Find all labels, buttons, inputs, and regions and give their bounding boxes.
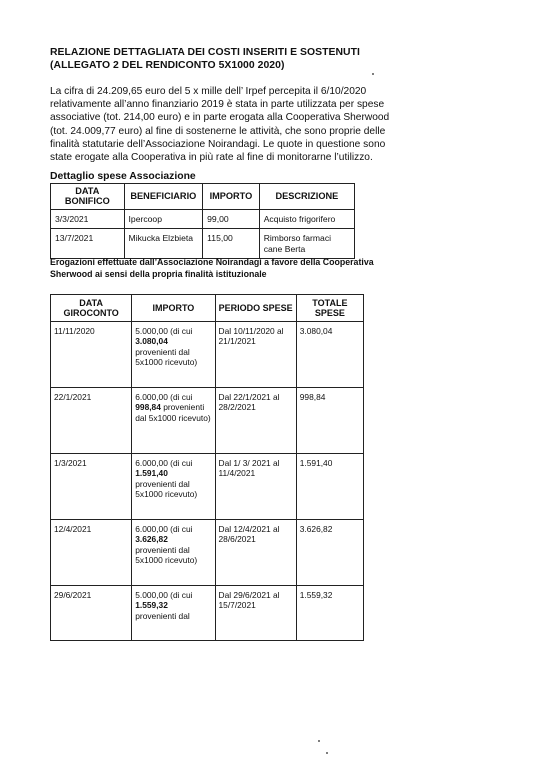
amount-note: provenienti dal 5x1000 ricevuto) [135,478,198,500]
title-line: (ALLEGATO 2 DEL RENDICONTO 5X1000 2020) [50,60,285,71]
column-header: IMPORTO [132,295,215,322]
table-row [51,586,364,641]
cooperative-disbursements-table [50,294,364,641]
column-header: DATA BONIFICO [51,184,125,210]
table-cell: Ipercoop [124,209,203,228]
column-header: DESCRIZIONE [259,184,354,210]
date-cell: 12/4/2021 [51,520,132,586]
amount-note: provenienti dal 5x1000 ricevuto) [135,346,198,368]
column-header: DATA GIROCONTO [51,295,132,322]
total-cell: 1.591,40 [296,454,363,520]
amount-total: 6.000,00 (di cui [135,392,193,402]
amount-total: 6.000,00 (di cui [135,524,193,534]
amount-note: provenienti dal [135,610,190,621]
heading-line: Sherwood ai sensi della propria finalità istituzionale [50,268,267,279]
table-row [51,520,364,586]
table-row [51,454,364,520]
total-cell: 3.626,82 [296,520,363,586]
amount-total: 6.000,00 (di cui [135,458,193,468]
date-cell: 1/3/2021 [51,454,132,520]
amount-5x1000: 1.591,40 [135,468,168,479]
table-cell: Mikucka Elzbieta [124,229,203,259]
amount-cell [132,520,215,586]
association-expenses-heading: Dettaglio spese Associazione [50,171,196,182]
table-header-row [51,184,355,210]
period-cell: Dal 29/6/2021 al 15/7/2021 [215,586,296,641]
table-cell: 99,00 [203,209,260,228]
column-header: IMPORTO [203,184,260,210]
association-expenses-table [50,183,355,259]
amount-cell [132,388,215,454]
table-cell: Rimborso farmaci cane Berta [259,229,354,259]
amount-5x1000: 3.080,04 [135,336,168,347]
column-header: BENEFICIARIO [124,184,203,210]
amount-5x1000: 1.559,32 [135,600,168,611]
scan-speck [372,73,374,75]
heading-line: Erogazioni effettuate dall’Associazione Noirandagi a favore della Cooperativa [50,257,374,267]
date-cell: 22/1/2021 [51,388,132,454]
scan-speck [326,752,328,754]
amount-cell [132,454,215,520]
date-cell: 11/11/2020 [51,322,132,388]
table-row [51,209,355,228]
column-header: TOTALE SPESE [296,295,363,322]
scan-speck [318,740,320,742]
title-line: RELAZIONE DETTAGLIATA DEI COSTI INSERITI E SOSTENUTI [50,47,360,58]
document-title [50,46,490,72]
table-cell: Acquisto frigorifero [259,209,354,228]
period-cell: Dal 12/4/2021 al 28/6/2021 [215,520,296,586]
total-cell: 998,84 [296,388,363,454]
amount-cell [132,322,215,388]
amount-5x1000: 3.626,82 [135,534,168,545]
period-cell: Dal 22/1/2021 al 28/2/2021 [215,388,296,454]
intro-line: relativamente all’anno finanziario 2019 è stata in parte utilizzata per spese [50,99,385,111]
total-cell: 1.559,32 [296,586,363,641]
intro-line: La cifra di 24.209,65 euro del 5 x mille dell’ Irpef percepita il 6/10/2020 [50,86,367,97]
table-cell: 13/7/2021 [51,229,125,259]
intro-line: (tot. 24.009,77 euro) al fine di sostenerne le attività, che sono proprie delle [50,125,386,137]
amount-cell [132,586,215,641]
table-cell: 115,00 [203,229,260,259]
total-cell: 3.080,04 [296,322,363,388]
amount-total: 5.000,00 (di cui [135,326,193,336]
table-row [51,229,355,259]
intro-line: finalità statutarie dell’Associazione Noirandagi. Le quote in questione sono [50,138,386,150]
period-cell: Dal 10/11/2020 al 21/1/2021 [215,322,296,388]
cooperative-disbursements-heading [50,257,490,280]
intro-line: associative (tot. 214,00 euro) e in parte erogata alla Cooperativa Sherwood [50,112,390,124]
amount-note: provenienti dal 5x1000 ricevuto) [135,402,211,423]
period-cell: Dal 1/ 3/ 2021 al 11/4/2021 [215,454,296,520]
amount-5x1000: 998,84 [135,402,161,413]
table-row [51,388,364,454]
table-row [51,322,364,388]
table-cell: 3/3/2021 [51,209,125,228]
amount-note: provenienti dal 5x1000 ricevuto) [135,544,198,566]
intro-line: state erogate alla Cooperativa in più rate al fine di monitorarne l’utilizzo. [50,152,373,164]
column-header: PERIODO SPESE [215,295,296,322]
date-cell: 29/6/2021 [51,586,132,641]
table-header-row [51,295,364,322]
intro-paragraph [50,85,500,164]
amount-total: 5.000,00 (di cui [135,590,193,600]
